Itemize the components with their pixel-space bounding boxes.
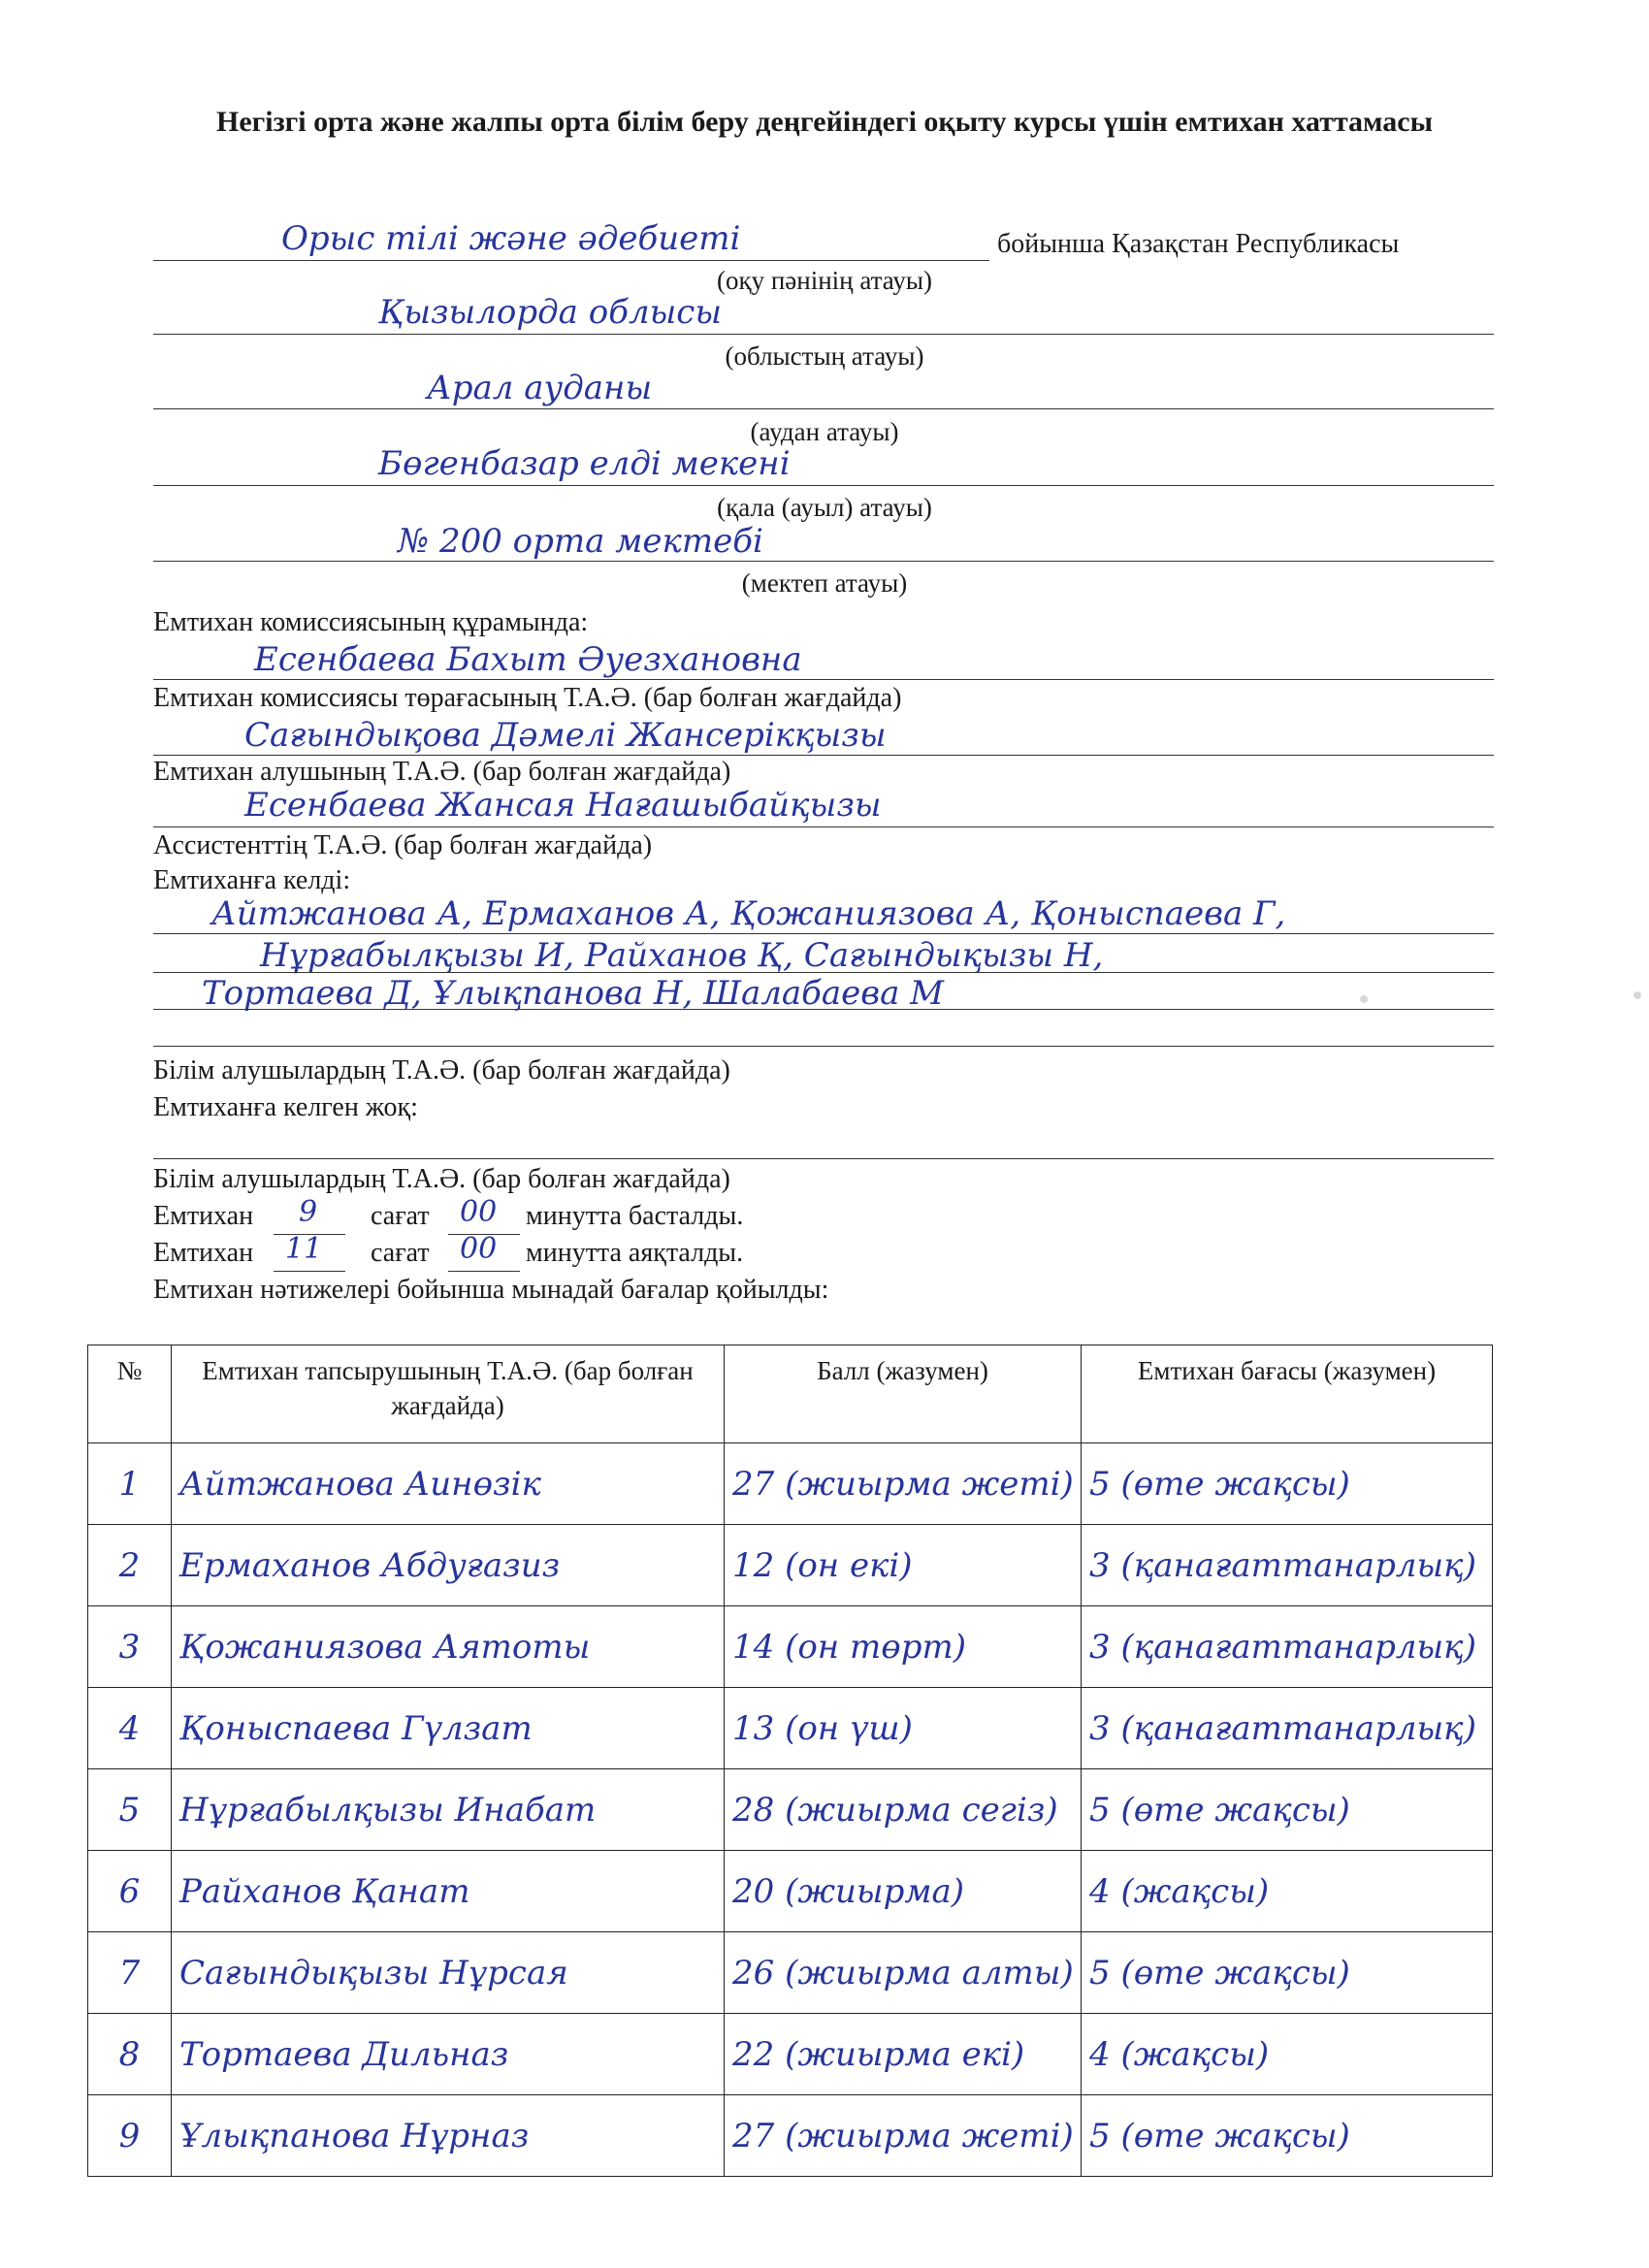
row-num: 4 [88, 1688, 172, 1769]
scan-speck [1360, 995, 1368, 1003]
district-caption: (аудан атауы) [750, 417, 899, 446]
table-row [88, 1769, 1493, 1851]
row-score: 12 (он екі) [725, 1525, 1082, 1606]
commission-line [153, 679, 1494, 680]
attended-line-1-text: Айтжанова А, Ермаханов А, Қожаниязова А, Қоныспаева Г, [211, 894, 1286, 933]
subject-line [153, 260, 989, 261]
row-score: 20 (жиырма) [725, 1851, 1082, 1932]
table-row [88, 1688, 1493, 1769]
row-name: Ұлықпанова Нұрназ [172, 2095, 725, 2177]
school-line [153, 561, 1494, 562]
absent-caption: Білім алушылардың Т.А.Ә. (бар болған жағдайда) [153, 1164, 730, 1194]
attended-line-3 [153, 1009, 1494, 1010]
end-minute: 00 [460, 1232, 498, 1266]
table-row [88, 1932, 1493, 2014]
chair-line [153, 755, 1494, 756]
locality-handwritten: Бөгенбазар елді мекені [378, 444, 791, 483]
locality-line [153, 485, 1494, 486]
start-hour: 9 [299, 1195, 318, 1229]
scan-speck [1633, 991, 1641, 999]
table-header-row [88, 1345, 1493, 1443]
row-score: 22 (жиырма екі) [725, 2014, 1082, 2095]
row-name: Нұрғабылқызы Инабат [172, 1769, 725, 1851]
row-name: Сағындықызы Нұрсая [172, 1932, 725, 2014]
end-hour-line [274, 1271, 345, 1272]
row-score: 28 (жиырма сегіз) [725, 1769, 1082, 1851]
start-hour-word: сағат [371, 1201, 430, 1231]
row-num: 5 [88, 1769, 172, 1851]
row-num: 2 [88, 1525, 172, 1606]
attended-line-4 [153, 1046, 1494, 1047]
commission-label: Емтихан комиссиясының құрамында: [153, 607, 589, 637]
commission-handwritten: Есенбаева Бахыт Әуезхановна [254, 640, 802, 679]
row-num: 9 [88, 2095, 172, 2177]
attended-line-3-text: Тортаева Д, Ұлықпанова Н, Шалабаева М [202, 974, 944, 1013]
subject-caption: (оқу пәнінің атауы) [716, 266, 933, 295]
row-grade: 5 (өте жақсы) [1082, 1443, 1493, 1525]
school-caption: (мектеп атауы) [741, 568, 908, 598]
row-num: 3 [88, 1606, 172, 1688]
row-grade: 3 (қанағаттанарлық) [1082, 1606, 1493, 1688]
locality-caption: (қала (ауыл) атауы) [717, 493, 932, 522]
school-handwritten: № 200 орта мектебі [398, 522, 763, 561]
grades-intro: Емтихан нәтижелері бойынша мынадай бағалар қойылды: [153, 1275, 829, 1305]
table-row [88, 2095, 1493, 2177]
row-num: 6 [88, 1851, 172, 1932]
district-line [153, 408, 1494, 409]
attended-caption: Білім алушылардың Т.А.Ә. (бар болған жағдайда) [153, 1055, 730, 1085]
chair-label: Емтихан комиссиясы төрағасының Т.А.Ә. (бар болған жағдайда) [153, 683, 902, 713]
assistant-label: Ассистенттің Т.А.Ә. (бар болған жағдайда) [153, 830, 653, 860]
row-score: 27 (жиырма жеті) [725, 2095, 1082, 2177]
row-name: Тортаева Дильназ [172, 2014, 725, 2095]
attended-line-2-text: Нұрғабылқызы И, Райханов Қ, Сағындықызы Н, [260, 936, 1104, 975]
table-row [88, 1443, 1493, 1525]
row-grade: 5 (өте жақсы) [1082, 1769, 1493, 1851]
end-hour: 11 [285, 1232, 323, 1266]
end-suffix: минутта аяқталды. [526, 1238, 744, 1268]
region-line [153, 334, 1494, 335]
end-prefix: Емтихан [153, 1238, 254, 1268]
header-score: Балл (жазумен) [725, 1345, 1082, 1443]
table-row [88, 2014, 1493, 2095]
row-num: 7 [88, 1932, 172, 2014]
table-row [88, 1525, 1493, 1606]
header-num: № [88, 1345, 172, 1443]
district-handwritten: Арал ауданы [427, 369, 653, 407]
examiner-label: Емтихан алушының Т.А.Ә. (бар болған жағдайда) [153, 757, 731, 787]
attended-line-2 [153, 972, 1494, 973]
row-grade: 4 (жақсы) [1082, 2014, 1493, 2095]
examiner-handwritten: Есенбаева Жансая Нағашыбайқызы [244, 786, 882, 825]
subject-suffix: бойынша Қазақстан Республикасы [997, 229, 1400, 259]
end-minute-line [448, 1271, 520, 1272]
attended-line-1 [153, 933, 1494, 934]
row-name: Қоныспаева Гүлзат [172, 1688, 725, 1769]
absent-line [153, 1158, 1494, 1159]
header-grade: Емтихан бағасы (жазумен) [1082, 1345, 1493, 1443]
results-table [87, 1345, 1493, 2177]
row-grade: 4 (жақсы) [1082, 1851, 1493, 1932]
start-prefix: Емтихан [153, 1201, 254, 1231]
header-name: Емтихан тапсырушының Т.А.Ә. (бар болған жағдайда) [172, 1345, 725, 1443]
attended-label: Емтиханға келді: [153, 865, 351, 895]
end-hour-word: сағат [371, 1238, 430, 1268]
row-name: Қожаниязова Аятоты [172, 1606, 725, 1688]
row-score: 14 (он төрт) [725, 1606, 1082, 1688]
row-num: 1 [88, 1443, 172, 1525]
document-title: Негізгі орта және жалпы орта білім беру деңгейіндегі оқыту курсы үшін емтихан хаттамасы [215, 106, 1434, 138]
region-handwritten: Қызылорда облысы [378, 293, 723, 332]
row-score: 27 (жиырма жеті) [725, 1443, 1082, 1525]
row-score: 26 (жиырма алты) [725, 1932, 1082, 2014]
row-name: Айтжанова Аинөзік [172, 1443, 725, 1525]
subject-handwritten: Орыс тілі және әдебиеті [281, 219, 741, 258]
row-name: Ермаханов Абдуғазиз [172, 1525, 725, 1606]
region-caption: (облыстың атауы) [725, 341, 924, 371]
absent-label: Емтиханға келген жоқ: [153, 1092, 418, 1122]
row-grade: 5 (өте жақсы) [1082, 2095, 1493, 2177]
start-minute: 00 [460, 1195, 498, 1229]
chair-handwritten: Сағындықова Дәмелі Жансерікқызы [244, 716, 887, 755]
start-suffix: минутта басталды. [526, 1201, 744, 1231]
examiner-line [153, 826, 1494, 827]
table-row [88, 1851, 1493, 1932]
table-row [88, 1606, 1493, 1688]
row-name: Райханов Қанат [172, 1851, 725, 1932]
row-grade: 3 (қанағаттанарлық) [1082, 1525, 1493, 1606]
row-num: 8 [88, 2014, 172, 2095]
row-grade: 3 (қанағаттанарлық) [1082, 1688, 1493, 1769]
row-grade: 5 (өте жақсы) [1082, 1932, 1493, 2014]
row-score: 13 (он үш) [725, 1688, 1082, 1769]
